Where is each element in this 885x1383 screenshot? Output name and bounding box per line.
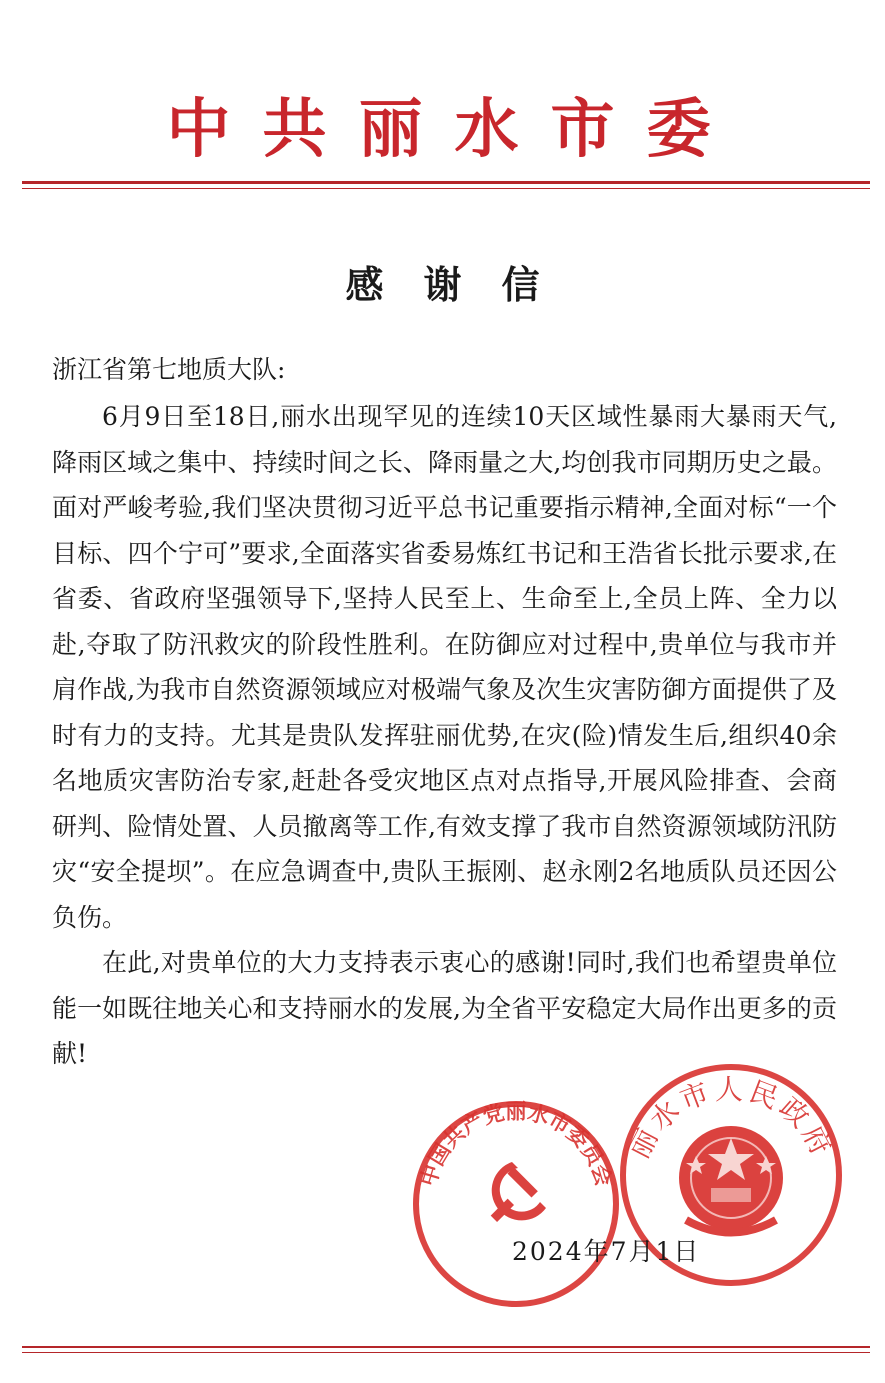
letter-body <box>52 394 837 1077</box>
paragraph-2: 在此,对贵单位的大力支持表示衷心的感谢!同时,我们也希望贵单位能一如既往地关心和支持丽水的发展,为全省平安稳定大局作出更多的贡献! <box>52 948 837 1068</box>
government-seal-text: 丽水市人民政府 <box>622 1072 840 1164</box>
letterhead-title: 中共丽水市委 <box>166 93 743 167</box>
letter-date: 2024年7月1日 <box>512 1237 701 1266</box>
paragraph-1: 6月9日至18日,丽水出现罕见的连续10天区域性暴雨大暴雨天气,降雨区域之集中、持续时间之长、降雨量之大,均创我市同期历史之最。面对严峻考验,我们坚决贯彻习近平总书记重要指示精神,全面对标“一个目标、四个宁可”要求,全面落实省委易炼红书记和王浩省长批示要求,在省委、省政府坚强领导下,坚持人民至上、生命至上,全员上阵、全力以赴,夺取了防汛救灾的阶段性胜利。在防御应对过程中,贵单位与我市并肩作战,为我市自然资源领域应对极端气象及次生灾害防御方面提供了及时有力的支持。尤其是贵队发挥驻丽优势,在灾(险)情发生后,组织40余名地质灾害防治专家,赶赴各受灾地区点对点指导,开展风险排查、会商研判、险情处置、人员撤离等工作,有效支撑了我市自然资源领域防汛防灾“安全提坝”。在应急调查中,贵队王振刚、赵永刚2名地质队员还因公负伤。 <box>52 402 837 932</box>
party-committee-seal <box>408 1098 624 1308</box>
letterhead-rule-thick <box>22 181 870 184</box>
footer-rule-thin <box>22 1352 870 1353</box>
letterhead-rule-thin <box>22 188 870 189</box>
salutation: 浙江省第七地质大队: <box>52 355 286 384</box>
party-seal-text: 中国共产党丽水市委员会 <box>416 1099 616 1189</box>
document-title: 感谢信 <box>345 263 580 307</box>
footer-rule-thick <box>22 1346 870 1348</box>
